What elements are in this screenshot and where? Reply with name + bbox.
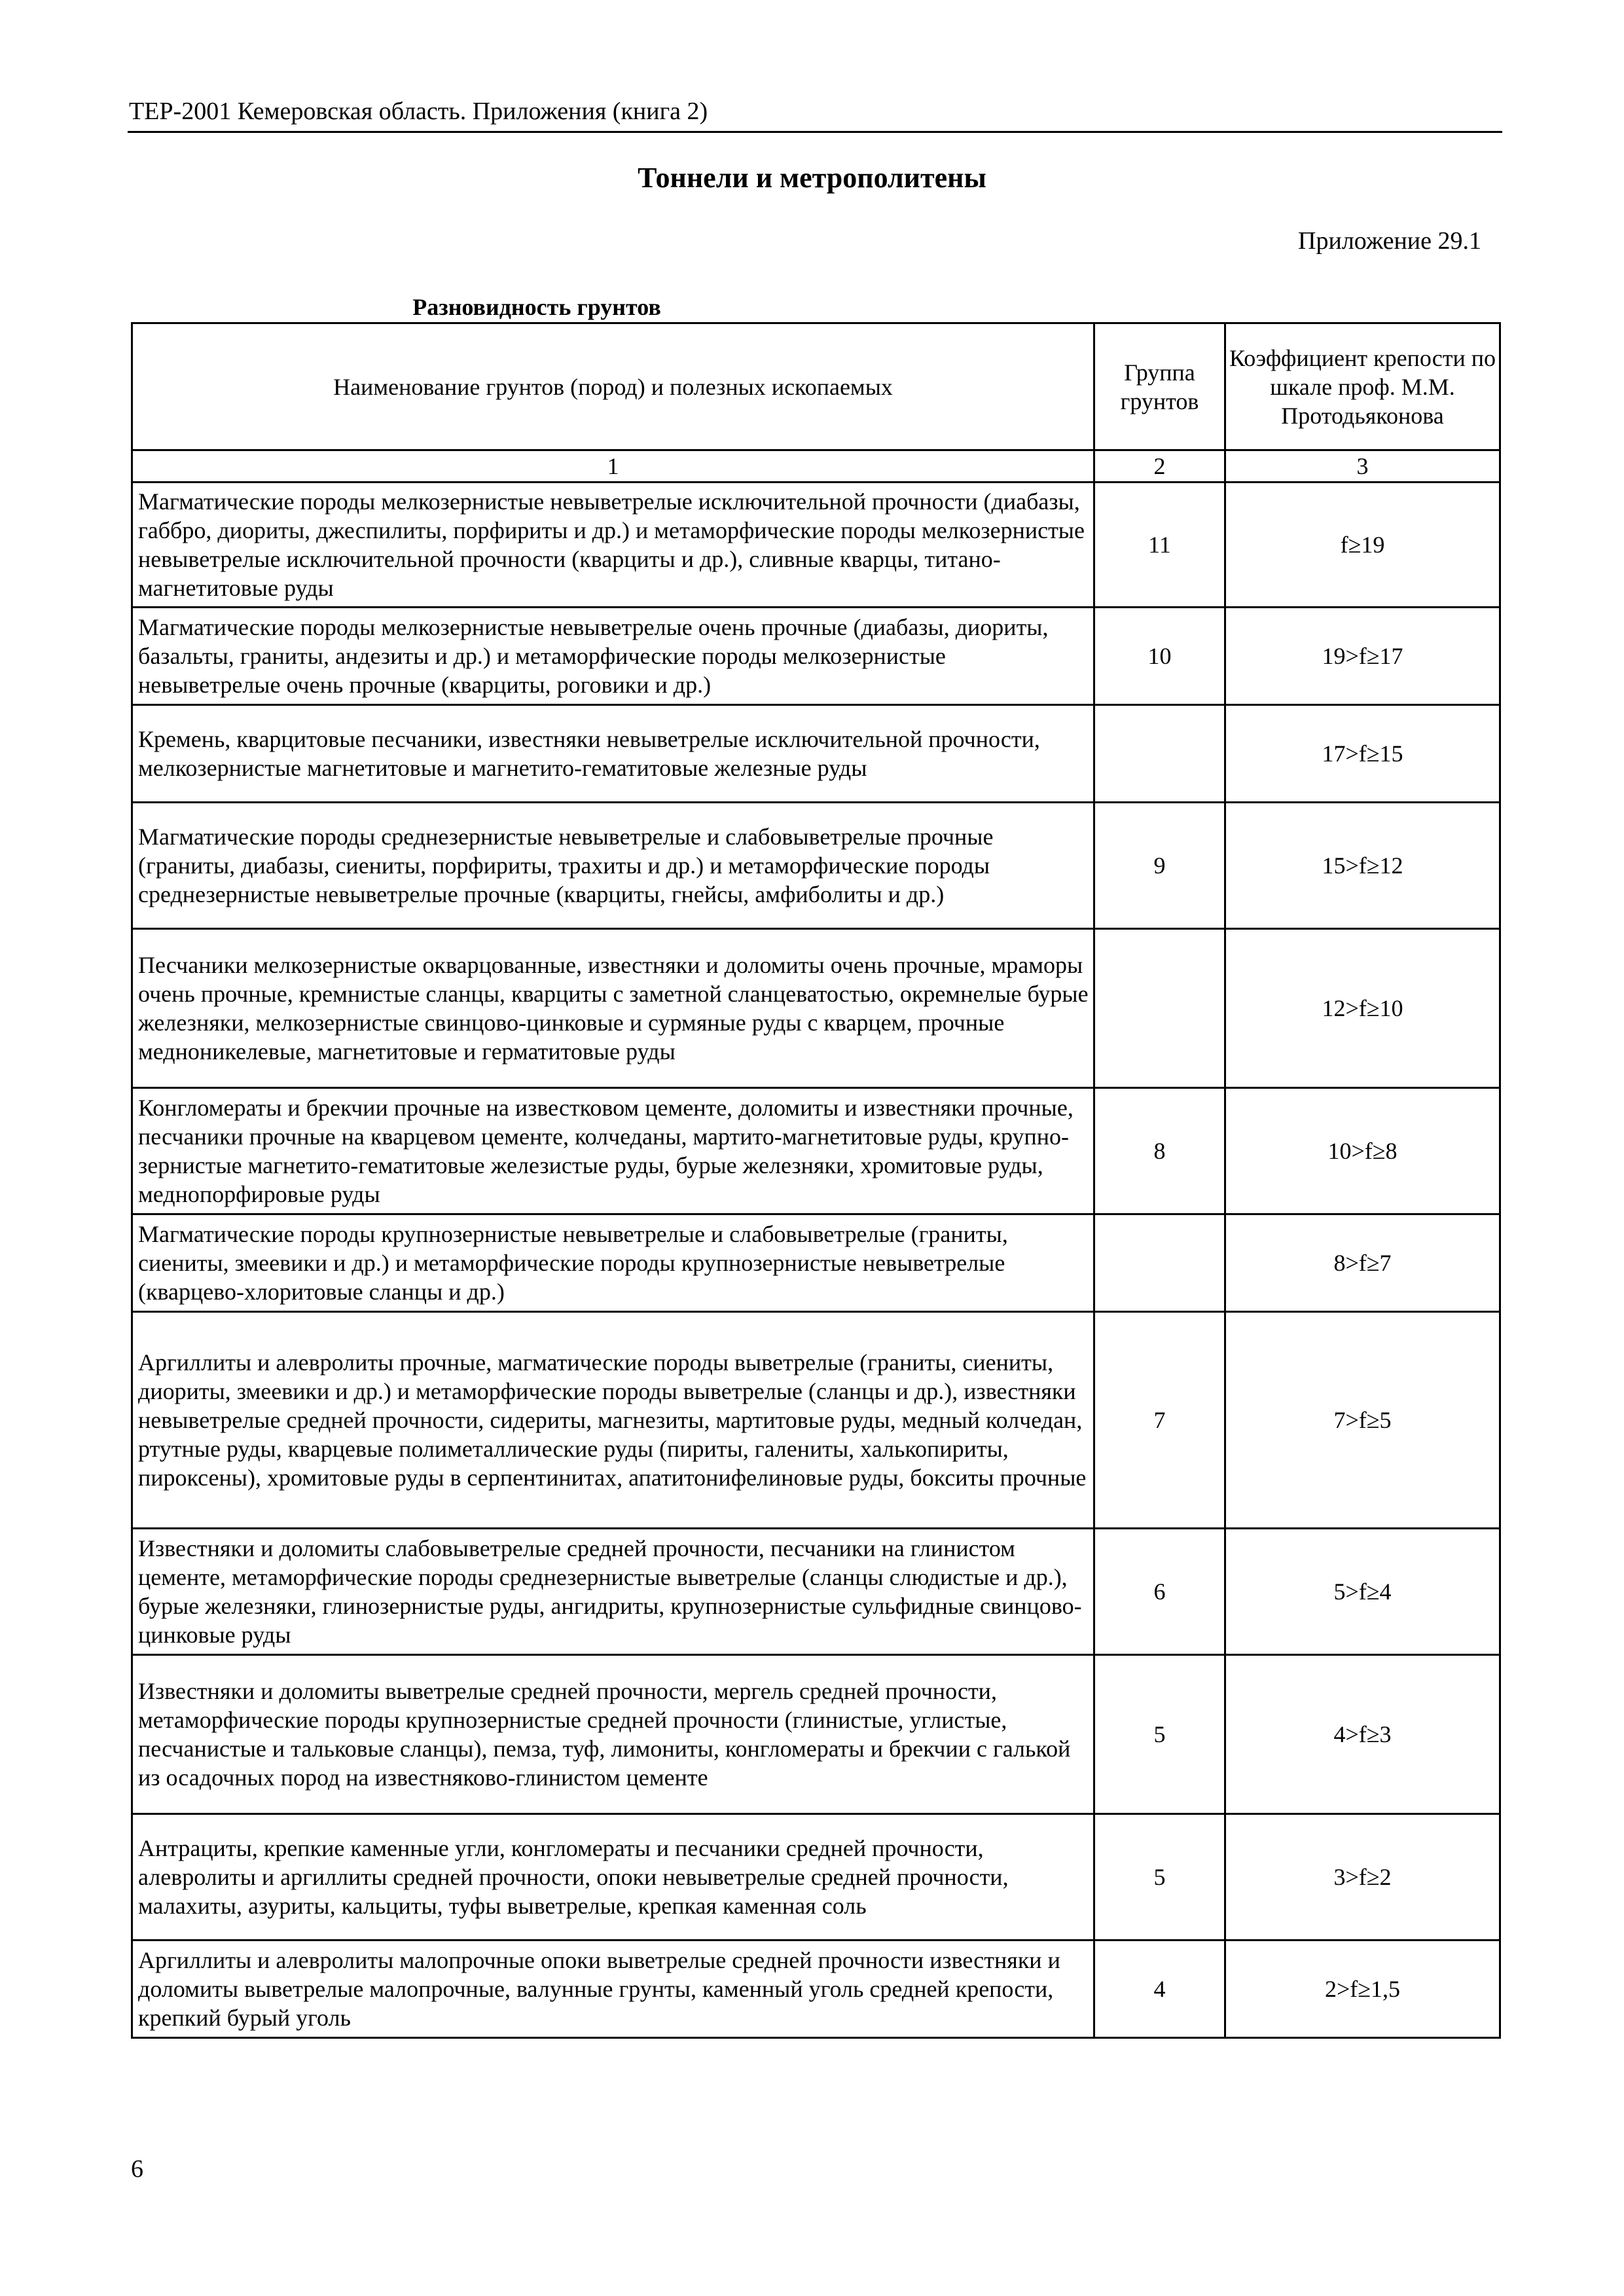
strength-coefficient-cell: 10>f≥8 [1225, 1088, 1500, 1214]
page-number: 6 [131, 2155, 143, 2183]
soil-name-cell: Песчаники мелкозернистые окварцованные, известняки и доломиты очень прочные, мраморы очень прочные, кремнистые сланцы, кварциты с заметной сланцеватостью, окремнелые бурые железняки, мелкозернистые свинцово-цинковые и сурмяные руды с кварцем, прочные медноникелевые, магнетитовые и герматитовые руды [132, 929, 1094, 1088]
table-row [132, 1088, 1500, 1214]
table-row [132, 1655, 1500, 1814]
soil-group-cell: 7 [1094, 1312, 1225, 1529]
soil-name-cell: Магматические породы мелкозернистые невыветрелые очень прочные (диабазы, диориты, базальты, граниты, андезиты и др.) и метаморфические породы мелкозернистые невыветрелые очень прочные (кварциты, роговики и др.) [132, 608, 1094, 705]
soil-name-cell: Конгломераты и брекчии прочные на известковом цементе, доломиты и известняки прочные, песчаники прочные на кварцевом цементе, колчеданы, мартито-магнетитовые руды, крупно-зернистые магнетито-гематитовые железистые руды, бурые железняки, хромитовые руды, меднопорфировые руды [132, 1088, 1094, 1214]
header-divider [128, 131, 1502, 133]
soil-group-cell [1094, 705, 1225, 803]
table-row [132, 1214, 1500, 1312]
table-row [132, 1312, 1500, 1529]
soil-name-cell: Известняки и доломиты выветрелые средней прочности, мергель средней прочности, метаморфические породы крупнозернистые средней прочности (глинистые, углистые, песчанистые и тальковые сланцы), пемза, туф, лимониты, конгломераты и брекчии с галькой из осадочных пород на известняково-глинистом цементе [132, 1655, 1094, 1814]
column-number: 2 [1094, 450, 1225, 483]
strength-coefficient-cell: f≥19 [1225, 483, 1500, 608]
page-title: Тоннели и метрополитены [638, 162, 986, 194]
soil-name-cell: Известняки и доломиты слабовыветрелые средней прочности, песчаники на глинистом цементе, метаморфические породы среднезернистые выветрелые (сланцы слюдистые и др.), бурые железняки, глинозернистые руды, ангидриты, крупнозернистые сульфидные свинцово-цинковые руды [132, 1529, 1094, 1655]
soil-types-table [131, 322, 1501, 2039]
soil-group-cell: 9 [1094, 803, 1225, 929]
soil-group-cell: 5 [1094, 1814, 1225, 1941]
soil-group-cell [1094, 1214, 1225, 1312]
soil-group-cell: 8 [1094, 1088, 1225, 1214]
table-row [132, 1814, 1500, 1941]
table-row [132, 929, 1500, 1088]
column-header-coefficient: Коэффициент крепости по шкале проф. М.М. Протодьяконова [1225, 323, 1500, 450]
strength-coefficient-cell: 8>f≥7 [1225, 1214, 1500, 1312]
soil-group-cell: 5 [1094, 1655, 1225, 1814]
soil-group-cell: 11 [1094, 483, 1225, 608]
table-body [132, 483, 1500, 2038]
strength-coefficient-cell: 2>f≥1,5 [1225, 1941, 1500, 2038]
soil-name-cell: Аргиллиты и алевролиты малопрочные опоки выветрелые средней прочности известняки и доломиты выветрелые малопрочные, валунные грунты, каменный уголь средней крепости, крепкий бурый уголь [132, 1941, 1094, 2038]
table-row [132, 705, 1500, 803]
soil-name-cell: Магматические породы крупнозернистые невыветрелые и слабовыветрелые (граниты, сиениты, змеевики и др.) и метаморфические породы крупнозернистые невыветрелые (кварцево-хлоритовые сланцы и др.) [132, 1214, 1094, 1312]
soil-group-cell [1094, 929, 1225, 1088]
appendix-label: Приложение 29.1 [1298, 227, 1481, 255]
soil-group-cell: 10 [1094, 608, 1225, 705]
strength-coefficient-cell: 12>f≥10 [1225, 929, 1500, 1088]
column-number: 3 [1225, 450, 1500, 483]
soil-name-cell: Антрациты, крепкие каменные угли, конгломераты и песчаники средней прочности, алевролиты и аргиллиты средней прочности, опоки невыветрелые средней прочности, малахиты, азуриты, кальциты, туфы выветрелые, крепкая каменная соль [132, 1814, 1094, 1941]
table-caption: Разновидность грунтов [412, 294, 661, 320]
soil-name-cell: Магматические породы среднезернистые невыветрелые и слабовыветрелые прочные (граниты, диабазы, сиениты, порфириты, трахиты и др.) и метаморфические породы среднезернистые невыветрелые прочные (кварциты, гнейсы, амфиболиты и др.) [132, 803, 1094, 929]
strength-coefficient-cell: 17>f≥15 [1225, 705, 1500, 803]
running-header: ТЕР-2001 Кемеровская область. Приложения (книга 2) [129, 98, 708, 125]
strength-coefficient-cell: 3>f≥2 [1225, 1814, 1500, 1941]
strength-coefficient-cell: 5>f≥4 [1225, 1529, 1500, 1655]
table-row [132, 608, 1500, 705]
column-header-name: Наименование грунтов (пород) и полезных ископаемых [132, 323, 1094, 450]
soil-name-cell: Кремень, кварцитовые песчаники, известняки невыветрелые исключительной прочности, мелкозернистые магнетитовые и магнетито-гематитовые железные руды [132, 705, 1094, 803]
strength-coefficient-cell: 4>f≥3 [1225, 1655, 1500, 1814]
strength-coefficient-cell: 7>f≥5 [1225, 1312, 1500, 1529]
strength-coefficient-cell: 15>f≥12 [1225, 803, 1500, 929]
table-row [132, 483, 1500, 608]
table-row [132, 1941, 1500, 2038]
soil-name-cell: Аргиллиты и алевролиты прочные, магматические породы выветрелые (граниты, сиениты, диориты, змеевики и др.) и метаморфические породы выветрелые (сланцы и др.), известняки невыветрелые средней прочности, сидериты, магнезиты, мартитовые руды, медный колчедан, ртутные руды, кварцевые полиметаллические руды (пириты, галениты, халькопириты, пироксены), хромитовые руды в серпентинитах, апатитонифелиновые руды, бокситы прочные [132, 1312, 1094, 1529]
soil-name-cell: Магматические породы мелкозернистые невыветрелые исключительной прочности (диабазы, габбро, диориты, джеспилиты, порфириты и др.) и метаморфические породы мелкозернистые невыветрелые исключительной прочности (кварциты и др.), сливные кварцы, титано-магнетитовые руды [132, 483, 1094, 608]
strength-coefficient-cell: 19>f≥17 [1225, 608, 1500, 705]
table-row [132, 803, 1500, 929]
column-number: 1 [132, 450, 1094, 483]
table-row [132, 1529, 1500, 1655]
soil-group-cell: 6 [1094, 1529, 1225, 1655]
soil-group-cell: 4 [1094, 1941, 1225, 2038]
column-header-group: Группа грунтов [1094, 323, 1225, 450]
